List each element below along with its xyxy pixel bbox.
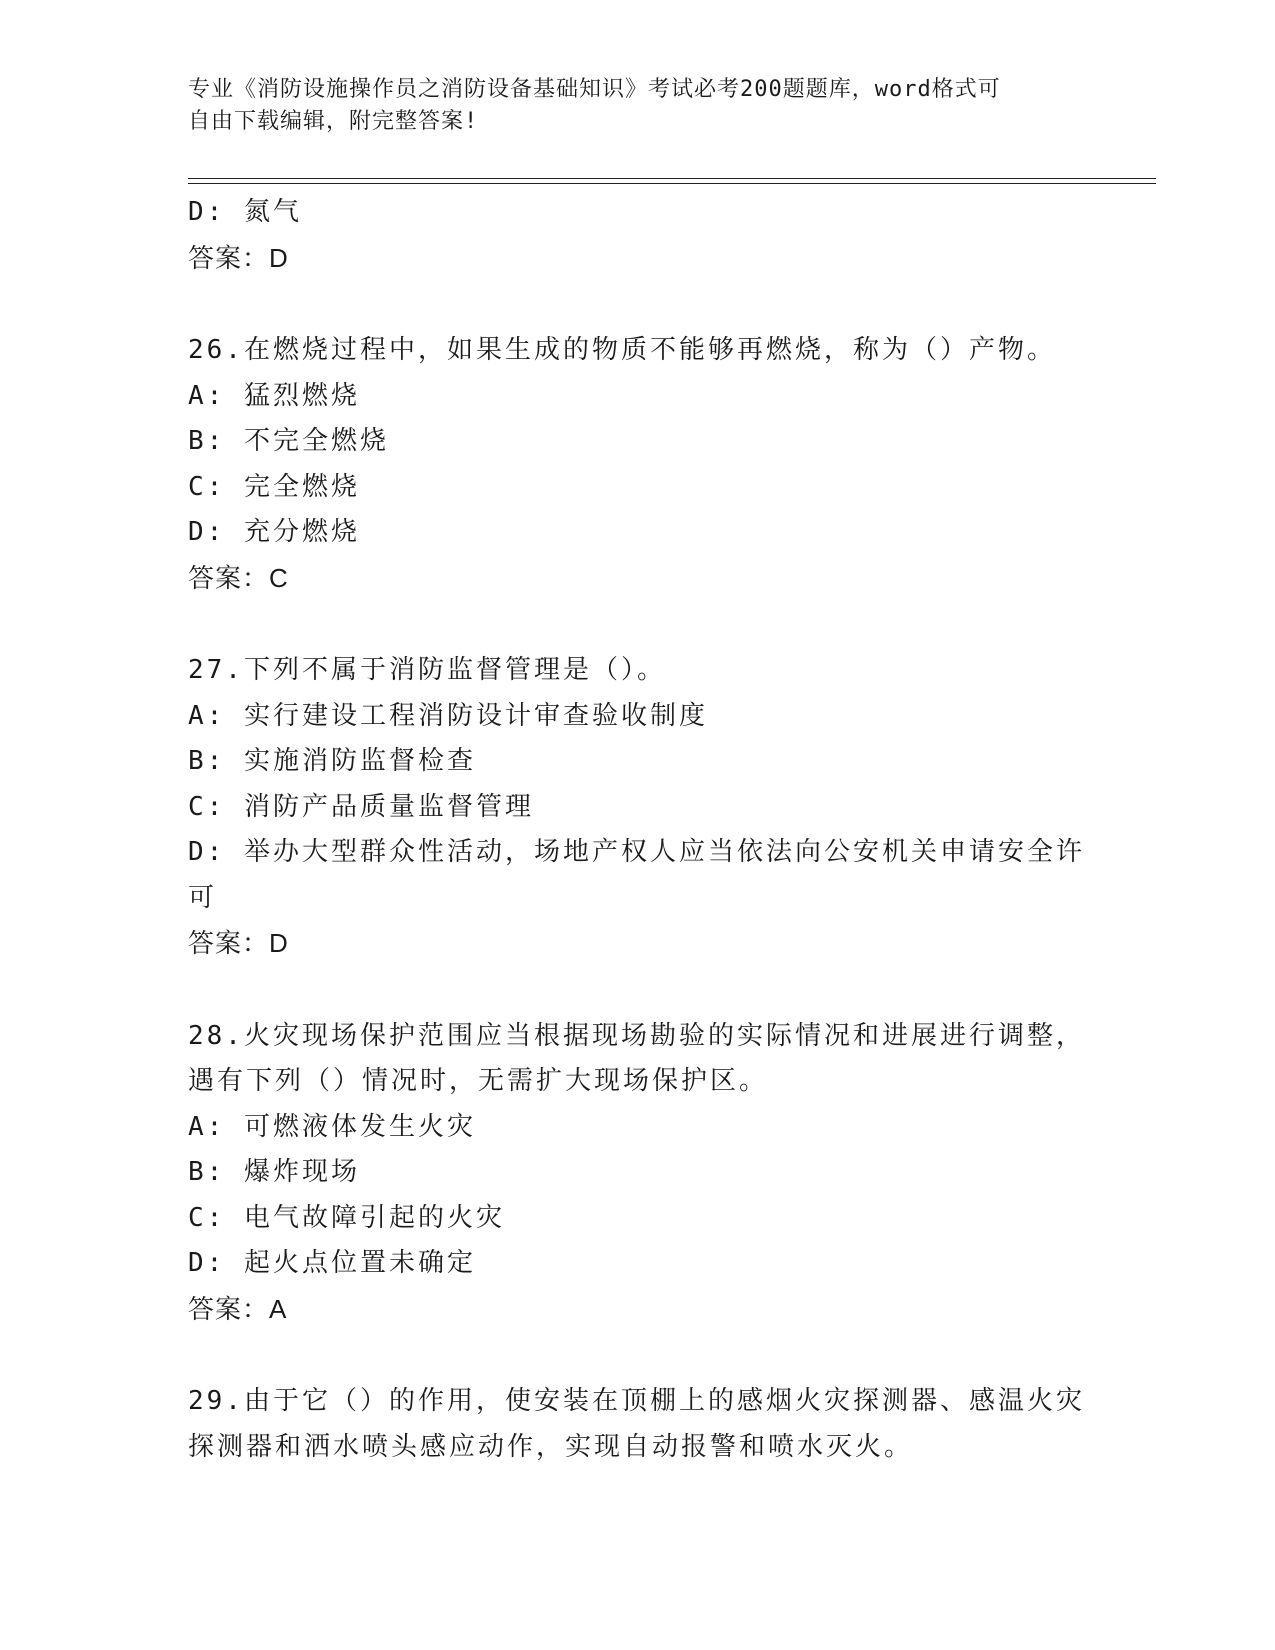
question-26 [188, 328, 1088, 601]
question-stem: 28.火灾现场保护范围应当根据现场勘验的实际情况和进展进行调整，遇有下列（）情况时，无需扩大现场保护区。 [188, 1020, 1085, 1096]
prev-answer: 答案：D [188, 242, 289, 273]
option-a: A: 猛烈燃烧 [188, 380, 360, 411]
question-28 [188, 1014, 1088, 1333]
question-27 [188, 648, 1088, 967]
option-b: B: 不完全燃烧 [188, 426, 389, 456]
header-line-1: 专业《消防设施操作员之消防设备基础知识》考试必考200题题库，word格式可 [188, 77, 1001, 102]
question-content [188, 190, 1088, 1470]
question-stem: 27.下列不属于消防监督管理是（）。 [188, 655, 666, 685]
header-divider-bottom [188, 183, 1156, 184]
answer: 答案：D [188, 928, 289, 958]
option-b: B: 实施消防监督检查 [188, 746, 476, 776]
question-29 [188, 1379, 1088, 1470]
prev-option-d: D: 氮气 [188, 197, 302, 227]
option-d: D: 起火点位置未确定 [188, 1248, 476, 1278]
option-d: D: 充分燃烧 [188, 517, 360, 547]
option-d: D: 举办大型群众性活动，场地产权人应当依法向公安机关申请安全许可 [188, 837, 1085, 913]
option-a: A: 实行建设工程消防设计审查验收制度 [188, 700, 708, 731]
option-c: C: 完全燃烧 [188, 471, 360, 502]
option-a: A: 可燃液体发生火灾 [188, 1111, 476, 1142]
question-stem: 29.由于它（）的作用，使安装在顶棚上的感烟火灾探测器、感温火灾探测器和洒水喷头感应动作，实现自动报警和喷水灭火。 [188, 1386, 1085, 1462]
option-c: C: 电气故障引起的火灾 [188, 1202, 505, 1233]
header-line-2: 自由下载编辑，附完整答案! [188, 109, 479, 134]
answer: 答案：C [188, 562, 289, 593]
document-header [188, 74, 1068, 138]
option-c: C: 消防产品质量监督管理 [188, 791, 534, 822]
header-divider-top [188, 178, 1156, 179]
question-stem: 26.在燃烧过程中，如果生成的物质不能够再燃烧，称为（）产物。 [188, 335, 1056, 365]
answer: 答案：A [188, 1293, 288, 1324]
option-b: B: 爆炸现场 [188, 1157, 360, 1187]
